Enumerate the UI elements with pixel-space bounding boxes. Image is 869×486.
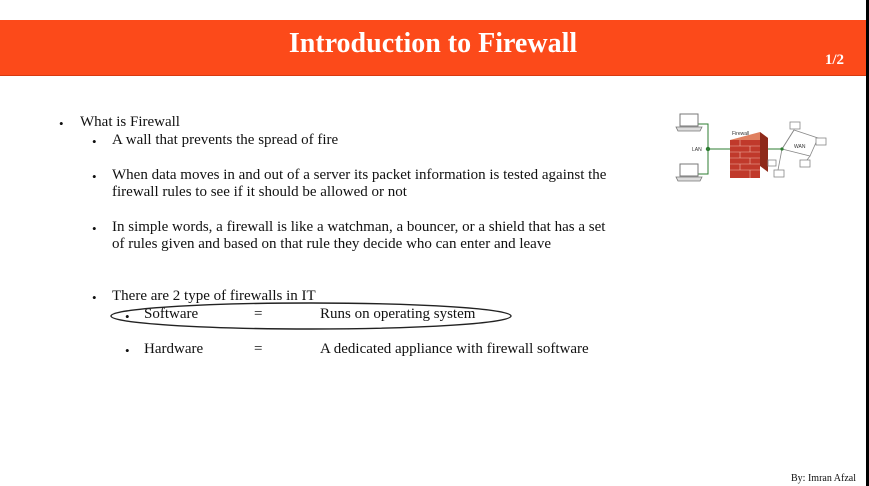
computer-icon [774, 170, 784, 177]
bullet-types: There are 2 type of firewalls in IT [112, 288, 316, 304]
author-credit: By: Imran Afzal [791, 473, 856, 484]
computer-icon [768, 160, 776, 166]
type-software-desc: Runs on operating system [320, 306, 476, 322]
laptop-icon [676, 114, 702, 131]
top-margin [0, 0, 866, 20]
type-hardware-desc: A dedicated appliance with firewall software [320, 341, 589, 357]
slide-title: Introduction to Firewall [288, 28, 578, 59]
computer-icon [790, 122, 800, 129]
bullet-dot-icon: • [92, 169, 97, 184]
firewall-network-diagram [670, 108, 840, 190]
bullet-dot-icon: • [125, 343, 130, 358]
bullet-dot-icon: • [92, 134, 97, 149]
bullet-dot-icon: • [92, 221, 97, 236]
title-bar [0, 20, 866, 76]
bullet-data-line1: When data moves in and out of a server its packet information is tested against the [112, 167, 607, 183]
computer-icon [816, 138, 826, 145]
bullet-what-is: What is Firewall [80, 114, 180, 130]
type-software-eq: = [254, 306, 263, 322]
bullet-data-line2: firewall rules to see if it should be allowed or not [112, 184, 407, 200]
page-number: 1/2 [824, 52, 844, 68]
type-software-name: Software [144, 306, 199, 322]
type-hardware-eq: = [254, 341, 263, 357]
lan-label: LAN [692, 147, 702, 153]
laptop-icon [676, 164, 702, 181]
bullet-simple-line1: In simple words, a firewall is like a watchman, a bouncer, or a shield that has a set [112, 219, 606, 235]
highlight-ellipse [108, 298, 514, 332]
firewall-icon [730, 132, 768, 178]
bullet-dot-icon: • [92, 290, 97, 305]
bullet-dot-icon: • [59, 116, 64, 131]
bullet-wall: A wall that prevents the spread of fire [112, 132, 339, 148]
firewall-label: Firewall [732, 131, 750, 137]
computer-icon [800, 160, 810, 167]
bullet-dot-icon: • [125, 309, 130, 324]
wan-label: WAN [794, 144, 806, 150]
type-hardware-name: Hardware [144, 341, 204, 357]
bullet-simple-line2: of rules given and based on that rule they decide who can enter and leave [112, 236, 551, 252]
